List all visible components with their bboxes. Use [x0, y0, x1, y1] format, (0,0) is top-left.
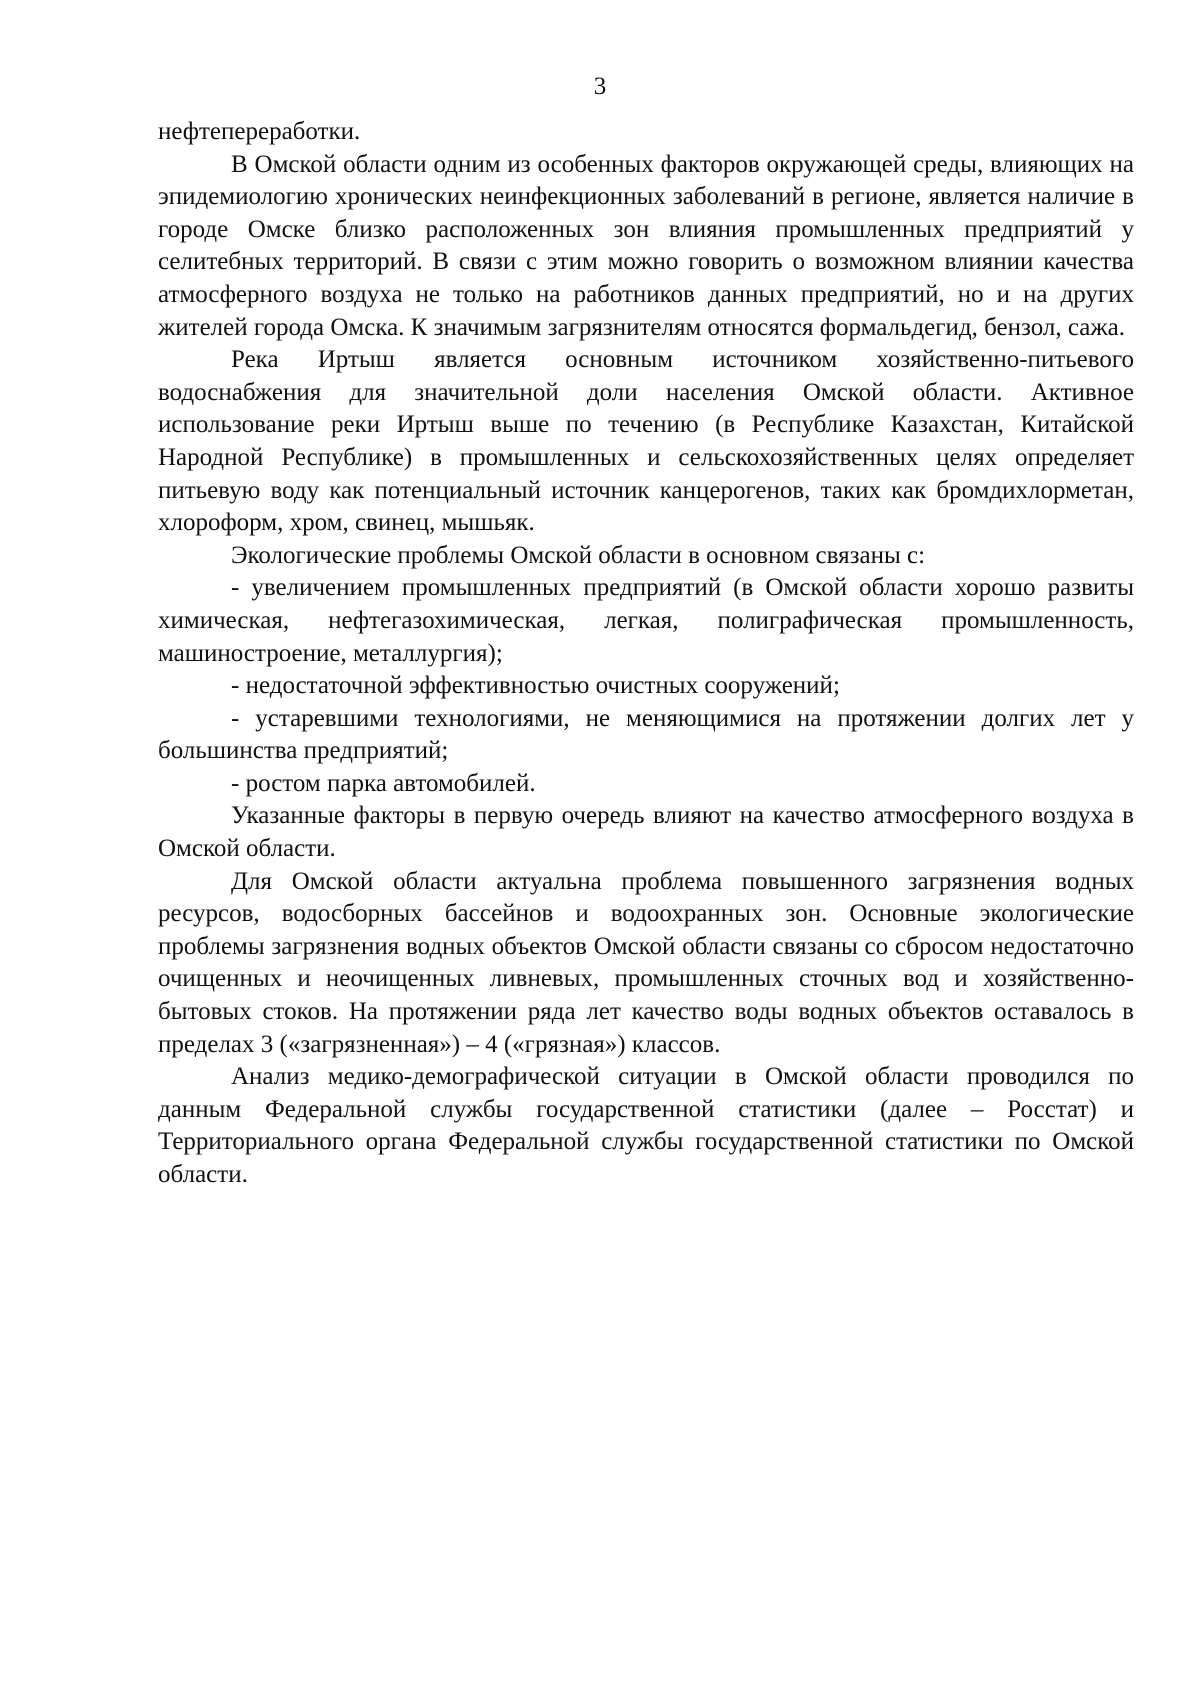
paragraph-irtysh-river: Река Иртыш является основным источником хозяйственно-питьевого водоснабжения для значительной доли населения Омской области. Активное использование реки Иртыш выше по течению (в Республике Казахстан, Китайской Народной Республике) в промышленных и сельскохозяйственных целях определяет питьевую воду как потенциальный источник канцерогенов, таких как бромдихлорметан, хлороформ, хром, свинец, мышьяк. — [158, 346, 1134, 537]
page-number: 3 — [593, 73, 607, 100]
list-item-outdated-technologies: - устаревшими технологиями, не меняющимися на протяжении долгих лет у большинства предприятий; — [158, 704, 1134, 765]
list-item-treatment-facilities: - недостаточной эффективностью очистных сооружений; — [231, 672, 840, 700]
document-body — [158, 116, 1134, 1192]
paragraph-ecological-problems-intro: Экологические проблемы Омской области в основном связаны с: — [231, 541, 926, 569]
paragraph-environment-factors: В Омской области одним из особенных факторов окружающей среды, влияющих на эпидемиологию хронических неинфекционных заболеваний в регионе, является наличие в городе Омске близко расположенных зон влияния промышленных предприятий у селитебных территорий. В связи с этим можно говорить о возможном влиянии качества атмосферного воздуха не только на работников данных предприятий, но и на других жителей города Омска. К значимым загрязнителям относятся формальдегид, бензол, сажа. — [158, 150, 1134, 341]
list-item-industrial-enterprises: - увеличением промышленных предприятий (в Омской области хорошо развиты химическая, нефтегазохимическая, легкая, полиграфическая промышленность, машиностроение, металлургия); — [158, 574, 1134, 667]
paragraph-continuation: нефтепереработки. — [158, 118, 361, 145]
list-item-vehicle-fleet: - ростом парка автомобилей. — [231, 769, 536, 797]
paragraph-medical-demographic-analysis: Анализ медико-демографической ситуации в Омской области проводился по данным Федеральной службы государственной статистики (далее – Росстат) и Территориального органа Федеральной службы государственной статистики по Омской области. — [158, 1063, 1134, 1188]
paragraph-water-pollution: Для Омской области актуальна проблема повышенного загрязнения водных ресурсов, водосборных бассейнов и водоохранных зон. Основные экологические проблемы загрязнения водных объектов Омской области связаны со сбросом недостаточно очищенных и неочищенных ливневых, промышленных сточных вод и хозяйственно-бытовых стоков. На протяжении ряда лет качество воды водных объектов оставалось в пределах 3 («загрязненная») – 4 («грязная») классов. — [158, 867, 1134, 1058]
paragraph-air-quality: Указанные факторы в первую очередь влияют на качество атмосферного воздуха в Омской области. — [158, 802, 1134, 863]
